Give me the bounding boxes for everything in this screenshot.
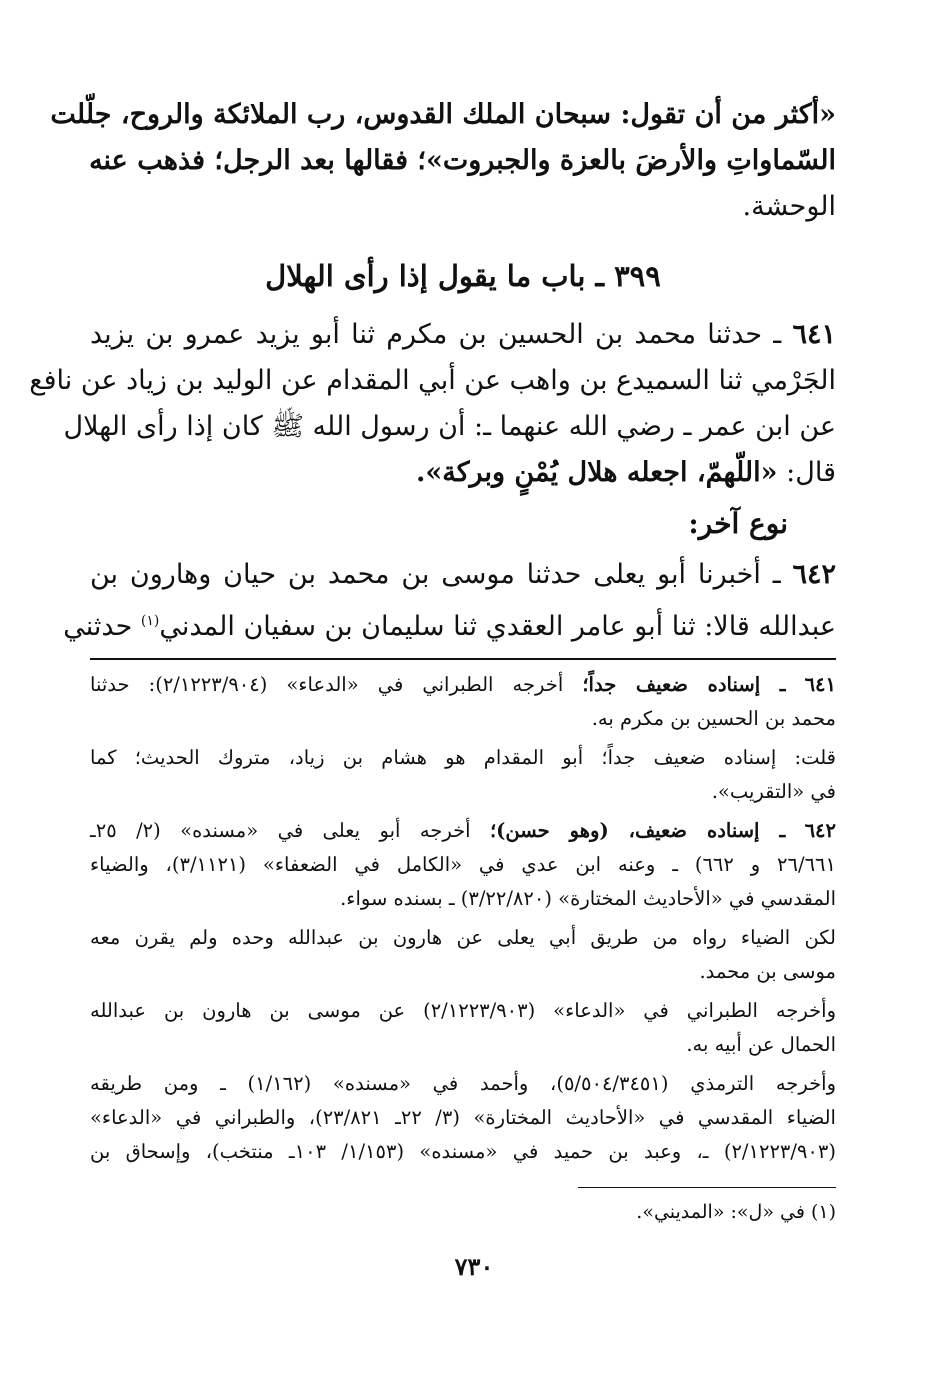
footnote-separator (90, 658, 836, 660)
text-line: موسى بن محمد. (699, 960, 836, 983)
text-line: قلت: إسناده ضعيف جداً؛ أبو المقدام هو هشام بن زياد، متروك الحديث؛ كما (90, 746, 836, 769)
text-line: قال: (786, 457, 836, 488)
footnotes (90, 668, 836, 1169)
footnote-para (90, 921, 836, 989)
footnote-ref: (١) (140, 613, 160, 629)
text-line: ٢٦/٦٦١ و ٦٦٢) ـ وعنه ابن عدي في «الكامل في الضعفاء» (٣/١١٢١)، والضياء (90, 853, 836, 876)
grading-text: ـ إسناده ضعيف جداً؛ (582, 673, 786, 696)
chapter-heading: ٣٩٩ ـ باب ما يقول إذا رأى الهلال (265, 259, 661, 293)
footnote-para (90, 1067, 836, 1169)
margin-note-separator (578, 1187, 836, 1188)
text-line: في «التقريب». (711, 780, 836, 803)
text-line: وأخرجه الطبراني في «الدعاء» (٢/١٢٢٣/٩٠٣) عن موسى بن هارون بن عبدالله (90, 999, 836, 1022)
text-line: أخرجه الطبراني في «الدعاء» (٢/١٢٢٣/٩٠٤): حدثنا (90, 673, 564, 696)
text-line: المقدسي في «الأحاديث المختارة» (٣/٢٢/٨٢٠) ـ بسنده سواء. (340, 887, 836, 910)
footnote-641 (90, 668, 836, 736)
grading-text: ـ إسناده ضعيف، (وهو حسن)؛ (489, 819, 786, 842)
text-line: عبدالله قالا: ثنا أبو عامر العقدي ثنا سليمان بن سفيان المدني (159, 611, 836, 642)
hadith-number: ٦٤٢ (792, 559, 836, 590)
hadith-641 (29, 312, 836, 496)
text-line: عن ابن عمر ـ رضي الله عنهما ـ: أن رسول الله ﷺ كان إذا رأى الهلال (63, 411, 836, 442)
hadith-642 (63, 552, 836, 644)
margin-note: (١) في «ل»: «المديني». (636, 1201, 836, 1223)
text-line: (٢/١٢٢٣/٩٠٣) ـ، وعبد بن حميد في «مسنده» (١/١٥٣/ ١٠٣ـ منتخب)، وإسحاق بن (90, 1140, 836, 1163)
text-line: الحمال عن أبيه به. (686, 1033, 836, 1056)
text-line: الضياء المقدسي في «الأحاديث المختارة» (٣/ ٢٢ـ ٢٣/٨٢١)، والطبراني في «الدعاء» (90, 1106, 836, 1129)
supplication-text: «اللّهمّ، اجعله هلال يُمْنٍ وبركة». (415, 457, 778, 488)
text-line: لكن الضياء رواه من طريق أبي يعلى عن هارون بن عبدالله وحده ولم يقرن معه (90, 926, 836, 949)
text-line: ـ حدثنا محمد بن الحسين بن مكرم ثنا أبو يزيد عمرو بن يزيد (90, 319, 782, 350)
text-line: «أكثر من أن تقول: سبحان الملك القدوس، رب الملائكة والروح، جلّلت (50, 99, 836, 130)
text-line: محمد بن الحسين بن مكرم به. (591, 707, 836, 730)
hadith-number: ٦٤١ (792, 319, 836, 350)
footnote-number: ٦٤١ (804, 673, 836, 696)
sub-heading: نوع آخر: (688, 507, 788, 540)
text-line: ـ أخبرنا أبو يعلى حدثنا موسى بن محمد بن حيان وهارون بن (90, 559, 781, 590)
text-line: وأخرجه الترمذي (٥/٥٠٤/٣٤٥١)، وأحمد في «مسنده» (١/١٦٢) ـ ومن طريقه (90, 1072, 836, 1095)
text-line: السّماواتِ والأرضَ بالعزة والجبروت»؛ فقالها بعد الرجل؛ فذهب عنه (89, 145, 836, 176)
page-body (29, 92, 836, 1228)
text-line: الوحشة. (742, 191, 836, 222)
footnote-para (90, 994, 836, 1062)
top-paragraph (50, 92, 836, 230)
text-line: الجَرْمي ثنا السميدع بن واهب عن أبي المقدام عن الوليد بن زياد عن نافع (29, 365, 836, 396)
text-line: أخرجه أبو يعلى في «مسنده» (٢/ ٢٥ـ (90, 819, 471, 842)
text-line: حدثني (63, 611, 133, 642)
footnote-642 (90, 814, 836, 916)
footnote-para (90, 741, 836, 809)
page-number: ٧٣٠ (454, 1252, 494, 1281)
footnote-number: ٦٤٢ (804, 819, 836, 842)
